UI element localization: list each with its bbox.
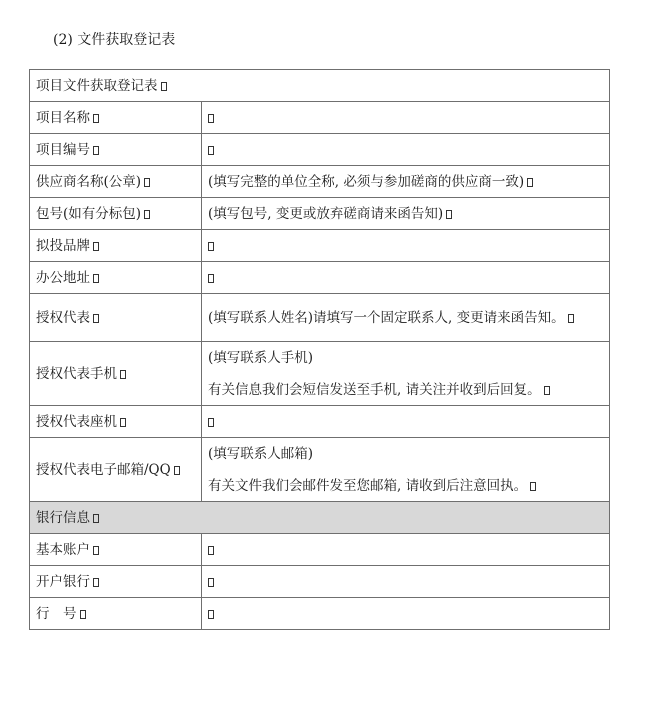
cell-end-mark-icon [93,514,99,523]
proposed-brand-field[interactable] [202,230,610,262]
office-address-field[interactable] [202,262,610,294]
cell-end-mark-icon [208,578,214,587]
rep-email-label: 授权代表电子邮箱/QQ [36,461,171,478]
project-name-label: 项目名称 [36,109,90,126]
field-label-cell [30,134,202,166]
field-label-cell [30,566,202,598]
rep-email-note: 有关文件我们会邮件发至您邮箱, 请收到后注意回执。 [208,477,528,494]
cell-end-mark-icon [208,242,214,251]
supplier-name-hint: (填写完整的单位全称, 必须与参加磋商的供应商一致) [208,173,525,190]
cell-end-mark-icon [530,482,536,491]
lot-number-field[interactable] [202,198,610,230]
section-heading: (2) 文件获取登记表 [53,32,176,48]
bank-name-field[interactable] [202,566,610,598]
office-address-label: 办公地址 [36,269,90,286]
cell-end-mark-icon [208,146,214,155]
table-title-row [30,70,610,102]
cell-end-mark-icon [93,578,99,587]
cell-end-mark-icon [208,418,214,427]
cell-end-mark-icon [144,210,150,219]
field-label-cell [30,166,202,198]
cell-end-mark-icon [527,178,533,187]
field-label-cell [30,230,202,262]
cell-end-mark-icon [208,546,214,555]
supplier-name-label: 供应商名称(公章) [36,173,142,190]
basic-account-label: 基本账户 [36,541,90,558]
bank-section-title: 银行信息 [36,509,90,526]
table-title: 项目文件获取登记表 [36,77,158,94]
rep-mobile-hint: (填写联系人手机) [208,349,314,366]
cell-end-mark-icon [93,314,99,323]
table-row [30,262,610,294]
table-row [30,406,610,438]
cell-end-mark-icon [93,114,99,123]
cell-end-mark-icon [93,242,99,251]
field-label-cell [30,406,202,438]
field-label-cell [30,534,202,566]
bank-section-row [30,502,610,534]
cell-end-mark-icon [93,546,99,555]
project-number-field[interactable] [202,134,610,166]
cell-end-mark-icon [80,610,86,619]
table-row [30,534,610,566]
supplier-name-field[interactable] [202,166,610,198]
field-label-cell [30,438,202,502]
rep-landline-field[interactable] [202,406,610,438]
cell-end-mark-icon [208,114,214,123]
table-title-cell [30,70,610,102]
cell-end-mark-icon [174,466,180,475]
proposed-brand-label: 拟投品牌 [36,237,90,254]
field-label-cell [30,294,202,342]
rep-landline-label: 授权代表座机 [36,413,117,430]
basic-account-field[interactable] [202,534,610,566]
table-row [30,198,610,230]
table-row [30,102,610,134]
table-row [30,134,610,166]
cell-end-mark-icon [120,370,126,379]
field-label-cell [30,102,202,134]
authorized-rep-hint: (填写联系人姓名)请填写一个固定联系人, 变更请来函告知。 [208,309,565,326]
rep-mobile-note: 有关信息我们会短信发送至手机, 请关注并收到后回复。 [208,381,541,398]
rep-email-hint: (填写联系人邮箱) [208,445,314,462]
authorized-rep-label: 授权代表 [36,309,90,326]
cell-end-mark-icon [161,82,167,91]
lot-number-label: 包号(如有分标包) [36,205,142,222]
cell-end-mark-icon [568,314,574,323]
bank-section-cell [30,502,610,534]
bank-code-label: 行 号 [36,605,77,622]
table-row [30,598,610,630]
cell-end-mark-icon [93,274,99,283]
cell-end-mark-icon [144,178,150,187]
table-row [30,230,610,262]
cell-end-mark-icon [208,610,214,619]
lot-number-hint: (填写包号, 变更或放弃磋商请来函告知) [208,205,444,222]
field-label-cell [30,198,202,230]
cell-end-mark-icon [446,210,452,219]
table-row [30,342,610,406]
rep-mobile-label: 授权代表手机 [36,365,117,382]
bank-code-field[interactable] [202,598,610,630]
table-row [30,438,610,502]
field-label-cell [30,262,202,294]
rep-mobile-field[interactable] [202,342,610,406]
table-row [30,566,610,598]
bank-name-label: 开户银行 [36,573,90,590]
rep-email-field[interactable] [202,438,610,502]
cell-end-mark-icon [208,274,214,283]
field-label-cell [30,598,202,630]
authorized-rep-field[interactable] [202,294,610,342]
table-row [30,166,610,198]
cell-end-mark-icon [93,146,99,155]
project-name-field[interactable] [202,102,610,134]
project-number-label: 项目编号 [36,141,90,158]
registration-form-table [29,69,610,630]
cell-end-mark-icon [544,386,550,395]
table-row [30,294,610,342]
cell-end-mark-icon [120,418,126,427]
field-label-cell [30,342,202,406]
